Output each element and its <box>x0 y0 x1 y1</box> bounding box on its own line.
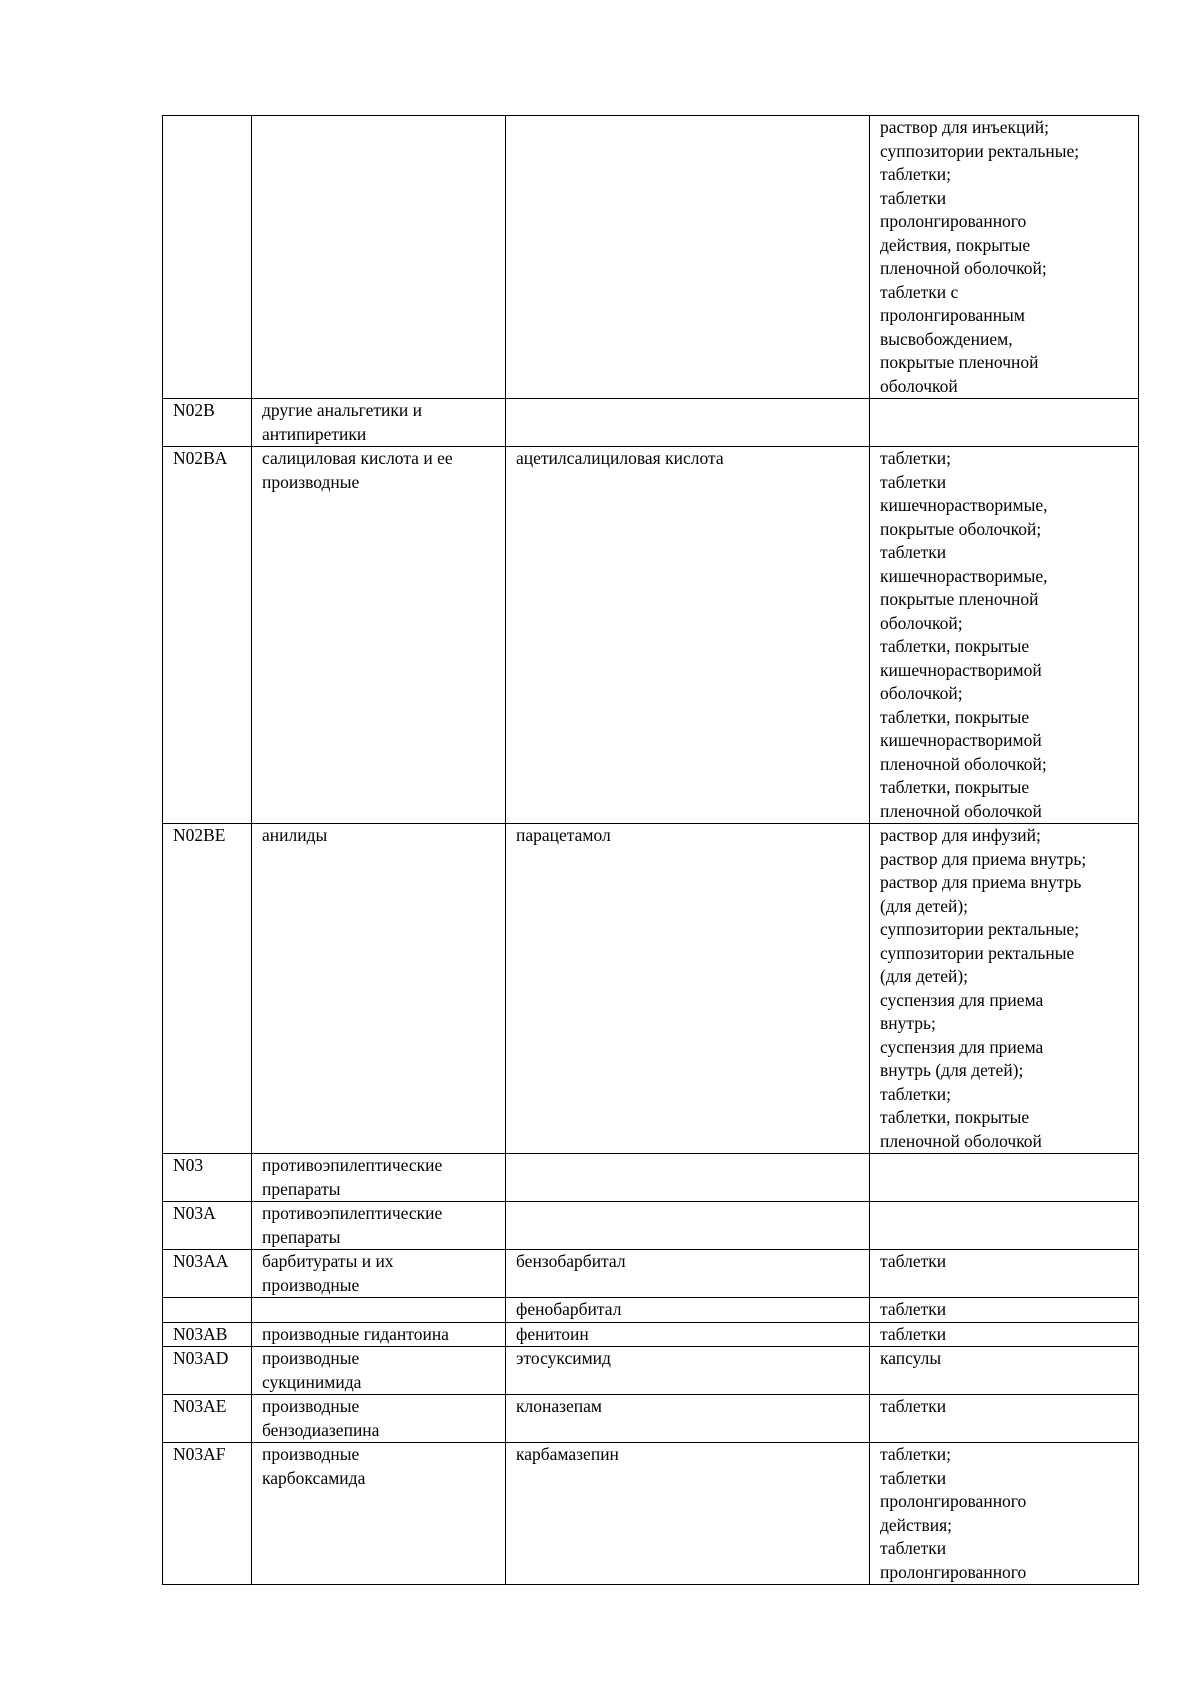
dosage-form-line: таблетки; <box>880 1083 951 1104</box>
dosage-form-line: внутрь (для детей); <box>880 1060 1024 1080</box>
dosage-form-line: суспензия для приема <box>880 989 1044 1010</box>
group-cell <box>252 447 506 824</box>
dosage-form-line: таблетки <box>880 187 947 208</box>
dosage-forms-cell <box>870 447 1139 824</box>
dosage-forms-cell <box>870 1202 1139 1250</box>
dosage-forms-cell <box>870 1298 1139 1323</box>
dosage-forms-cell <box>870 1443 1139 1585</box>
atc-code-cell <box>163 1154 252 1202</box>
dosage-form-line: покрытые оболочкой; <box>880 518 1042 539</box>
dosage-form-line: суппозитории ректальные <box>880 942 1075 963</box>
atc-code: N03AB <box>173 1323 228 1344</box>
dosage-form-line: оболочкой; <box>880 612 963 633</box>
dosage-form-line: оболочкой <box>880 375 958 396</box>
dosage-form-line: таблетки; <box>880 164 951 184</box>
dosage-form-line: покрытые пленочной <box>880 589 1039 609</box>
dosage-form-line: таблетки; <box>880 1444 951 1464</box>
substance-line: парацетамол <box>516 825 611 845</box>
atc-code: N03AF <box>173 1444 226 1464</box>
group-line: карбоксамида <box>262 1467 366 1488</box>
dosage-form-line: таблетки <box>880 1251 947 1271</box>
substance-cell <box>506 824 870 1154</box>
group-line: препараты <box>262 1226 341 1247</box>
dosage-form-line: таблетки <box>880 1538 947 1558</box>
substance-line: фенобарбитал <box>516 1299 622 1319</box>
table-row <box>163 1154 1139 1202</box>
group-cell <box>252 116 506 399</box>
table-row <box>163 1250 1139 1298</box>
atc-code-cell <box>163 399 252 447</box>
dosage-form-line: суппозитории ректальные; <box>880 140 1080 161</box>
atc-code-cell <box>163 824 252 1154</box>
atc-code: N02BA <box>173 448 228 468</box>
table-body <box>163 116 1139 1585</box>
group-cell <box>252 1347 506 1395</box>
dosage-form-line: таблетки; <box>880 448 951 468</box>
dosage-form-line: раствор для инфузий; <box>880 825 1041 845</box>
substance-line: карбамазепин <box>516 1444 619 1464</box>
dosage-form-line: раствор для приема внутрь; <box>880 848 1087 869</box>
dosage-form-line: раствор для приема внутрь <box>880 872 1082 892</box>
group-line: производные <box>262 471 360 492</box>
atc-code-cell <box>163 1322 252 1347</box>
dosage-form-line: таблетки <box>880 1299 947 1319</box>
dosage-form-line: действия, покрытые <box>880 234 1031 255</box>
atc-code: N03 <box>173 1155 204 1175</box>
table-row <box>163 1322 1139 1347</box>
group-line: антипиретики <box>262 423 367 444</box>
dosage-forms-cell <box>870 1347 1139 1395</box>
group-line: производные <box>262 1444 360 1464</box>
group-line: барбитураты и их <box>262 1251 394 1271</box>
substance-cell <box>506 1395 870 1443</box>
group-line: противоэпилептические <box>262 1203 443 1223</box>
table-row <box>163 399 1139 447</box>
atc-code-cell <box>163 447 252 824</box>
group-line: салициловая кислота и ее <box>262 448 453 468</box>
dosage-form-line: оболочкой; <box>880 683 963 703</box>
substance-cell <box>506 1322 870 1347</box>
atc-code: N03AD <box>173 1348 229 1368</box>
dosage-form-line: внутрь; <box>880 1013 936 1033</box>
atc-code: N02BE <box>173 825 226 845</box>
group-cell <box>252 1250 506 1298</box>
dosage-form-line: таблетки <box>880 1323 947 1344</box>
atc-code-cell <box>163 1443 252 1585</box>
dosage-form-line: таблетки, покрытые <box>880 777 1030 797</box>
dosage-form-line: пленочной оболочкой <box>880 1130 1042 1151</box>
group-line: производные <box>262 1274 360 1295</box>
group-cell <box>252 1154 506 1202</box>
dosage-form-line: таблетки <box>880 1396 947 1416</box>
dosage-forms-cell <box>870 1322 1139 1347</box>
dosage-form-line: действия; <box>880 1514 952 1535</box>
dosage-form-line: пролонгированного <box>880 1491 1027 1511</box>
group-line: сукцинимида <box>262 1371 362 1392</box>
atc-code-cell <box>163 1298 252 1323</box>
group-cell <box>252 399 506 447</box>
atc-code-cell <box>163 1347 252 1395</box>
dosage-form-line: высвобождением, <box>880 328 1013 349</box>
dosage-form-line: пленочной оболочкой; <box>880 258 1047 278</box>
dosage-form-line: кишечнорастворимые, <box>880 565 1048 586</box>
dosage-form-line: таблетки, покрытые <box>880 1107 1030 1127</box>
atc-code-cell <box>163 116 252 399</box>
group-line: противоэпилептические <box>262 1155 443 1175</box>
substance-cell <box>506 1298 870 1323</box>
substance-cell <box>506 1202 870 1250</box>
dosage-form-line: (для детей); <box>880 895 969 916</box>
dosage-form-line: таблетки <box>880 471 947 492</box>
dosage-form-line: кишечнорастворимой <box>880 730 1042 750</box>
table-row <box>163 1395 1139 1443</box>
dosage-form-line: таблетки <box>880 542 947 562</box>
dosage-form-line: пролонгированного <box>880 211 1027 231</box>
dosage-form-line: пленочной оболочкой <box>880 800 1042 821</box>
dosage-forms-cell <box>870 1154 1139 1202</box>
atc-code: N03AA <box>173 1251 229 1271</box>
dosage-forms-cell <box>870 399 1139 447</box>
substance-cell <box>506 1250 870 1298</box>
substance-cell <box>506 1154 870 1202</box>
group-cell <box>252 824 506 1154</box>
table-row <box>163 1347 1139 1395</box>
table-row <box>163 824 1139 1154</box>
group-line: бензодиазепина <box>262 1419 380 1440</box>
dosage-form-line: суппозитории ректальные; <box>880 919 1080 939</box>
dosage-forms-cell <box>870 824 1139 1154</box>
dosage-form-line: таблетки с <box>880 281 959 302</box>
group-line: анилиды <box>262 825 328 845</box>
dosage-forms-cell <box>870 1250 1139 1298</box>
dosage-form-line: (для детей); <box>880 966 969 986</box>
table-row <box>163 1443 1139 1585</box>
atc-code: N02B <box>173 400 215 420</box>
dosage-form-line: пролонгированного <box>880 1561 1027 1582</box>
substance-line: этосуксимид <box>516 1348 611 1368</box>
group-cell <box>252 1443 506 1585</box>
dosage-form-line: кишечнорастворимой <box>880 659 1042 680</box>
dosage-form-line: таблетки, покрытые <box>880 706 1030 727</box>
atc-code: N03AE <box>173 1396 227 1416</box>
atc-code-cell <box>163 1395 252 1443</box>
dosage-form-line: пролонгированным <box>880 305 1025 325</box>
atc-code-cell <box>163 1202 252 1250</box>
dosage-forms-cell <box>870 1395 1139 1443</box>
substance-cell <box>506 447 870 824</box>
atc-code: N03A <box>173 1203 216 1223</box>
dosage-form-line: покрытые пленочной <box>880 352 1039 372</box>
dosage-form-line: таблетки <box>880 1467 947 1488</box>
atc-code-cell <box>163 1250 252 1298</box>
table-row <box>163 1298 1139 1323</box>
substance-cell <box>506 399 870 447</box>
substance-cell <box>506 116 870 399</box>
group-line: производные <box>262 1396 360 1416</box>
dosage-form-line: кишечнорастворимые, <box>880 495 1048 515</box>
group-cell <box>252 1395 506 1443</box>
group-cell <box>252 1298 506 1323</box>
group-line: производные <box>262 1348 360 1368</box>
substance-line: бензобарбитал <box>516 1251 626 1271</box>
group-line: препараты <box>262 1178 341 1199</box>
dosage-forms-cell <box>870 116 1139 399</box>
substance-line: клоназепам <box>516 1396 603 1416</box>
table-row <box>163 1202 1139 1250</box>
substance-cell <box>506 1347 870 1395</box>
group-cell <box>252 1322 506 1347</box>
group-cell <box>252 1202 506 1250</box>
substance-line: фенитоин <box>516 1323 589 1344</box>
substance-line: ацетилсалициловая кислота <box>516 448 724 468</box>
drug-classification-table <box>162 115 1139 1585</box>
table-row <box>163 116 1139 399</box>
group-line: другие анальгетики и <box>262 400 422 420</box>
substance-cell <box>506 1443 870 1585</box>
group-line: производные гидантоина <box>262 1323 449 1344</box>
dosage-form-line: раствор для инъекций; <box>880 117 1050 137</box>
dosage-form-line: капсулы <box>880 1348 942 1368</box>
dosage-form-line: таблетки, покрытые <box>880 636 1030 656</box>
dosage-form-line: суспензия для приема <box>880 1036 1044 1057</box>
dosage-form-line: пленочной оболочкой; <box>880 753 1047 774</box>
table-row <box>163 447 1139 824</box>
